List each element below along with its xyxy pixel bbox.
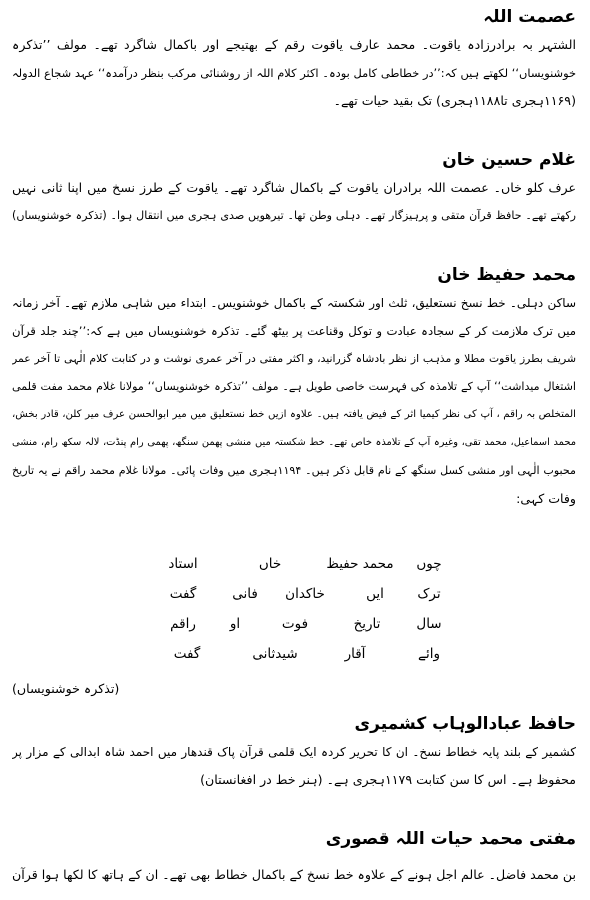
verse-row [160,580,445,608]
verse-word: استاد [168,556,198,572]
entry-title: حافظ عبادالوہاب کشمیری [354,714,576,734]
verse-word: شیدثانی [252,646,298,662]
paragraph-line: المتخلص بہ راقم ، آپ کی نظر کیمیا اثر کے فیض یافتہ ہیں۔ علاوہ ازیں خط نستعلیق میں میر ابوالحسن عرف میر کلن، قادر بخش، [12,409,576,420]
verse-word: وائے [418,646,440,662]
paragraph-line: وفات کہی: [516,491,576,506]
source-citation: (تذکرہ خوشنویساں) [12,681,120,696]
entry-title: مفتی محمد حیات اللہ قصوری [325,829,576,849]
verse-row [160,640,445,668]
paragraph-line: کشمیر کے بلند پایہ خطاط نسخ۔ ان کا تحریر کردہ ایک قلمی قرآن پاک قندھار میں احمد شاہ ابدالی کے مزار پر [12,745,576,759]
verse-row [160,610,445,638]
verse-word: سال [416,616,442,632]
entry-title: غلام حسین خان [442,150,576,170]
paragraph-line: محفوظ ہے۔ اس کا سن کتابت ۱۱۷۹ہجری ہے۔ (ہنر خط در افغانستان) [200,772,576,787]
entry-title: محمد حفیظ خان [437,265,576,285]
paragraph-line: بن محمد فاضل۔ عالم اجل ہونے کے علاوہ خط نسخ کے باکمال خطاط بھی تھے۔ ان کے ہاتھ کا لکھا ہوا قرآن [12,867,576,882]
paragraph-line: شریف بطرز یاقوت مطلا و مذہب از نظر بادشاہ گزرانید، و اکثر مفتی در آخر عمری نوشت و در کتابت کلام الٰہی تا آخر عمر [12,352,576,365]
verse-word: خاکدان [285,586,325,602]
verse-word: فانی [232,586,258,602]
verse-word: فوت [281,616,309,632]
paragraph-line: محمد اسماعیل، محمد تقی، وغیرہ آپ کے تلامذہ خاص تھے۔ خط شکستہ میں منشی پھمن سنگھ، پھمی رام پنڈت، لالہ سکھ رام، منشی [12,437,576,448]
paragraph-line: رکھتے تھے۔ حافظ قرآن متقی و پرہیزگار تھے۔ دہلی وطن تھا۔ تیرھویں صدی ہجری میں انتقال ہوا۔ (تذکرہ خوشنویساں) [12,209,576,222]
paragraph-line: محبوب الٰہی اور منشی کسل سنگھ کے نام قابل ذکر ہیں۔ ۱۱۹۴ہجری میں وفات پائی۔ مولانا غلام محمد راقم نے یہ تاریخ [12,464,576,477]
verse-word: گفت [169,586,197,602]
verse-word: محمد حفیظ [326,556,394,572]
paragraph-line: (۱۱۶۹ہجری تا۱۱۸۸ہجری) تک بقید حیات تھے۔ [333,93,576,108]
paragraph-line: عرف کلو خاں۔ عصمت اللہ برادران یاقوت کے باکمال شاگرد تھے۔ یاقوت کے طرز نسخ میں اپنا ثانی نہیں [12,180,576,195]
paragraph-line: ساکن دہلی۔ خط نسخ نستعلیق، ثلث اور شکستہ کے باکمال خوشنویس۔ ابتداء میں شاہی ملازم تھے۔ آخر زمانہ [12,296,576,310]
verse-word: ترک [417,586,441,602]
verse-row [160,550,445,578]
verse-word: راقم [170,616,196,632]
verse-word: گفت [173,646,201,662]
entry-title: عصمت اللہ [483,7,576,27]
paragraph-line: الشتہر بہ برادرزادہ یاقوت۔ محمد عارف یاقوت رقم کے بھتیجے اور باکمال شاگرد تھے۔ مولف ’’تذکرہ [12,37,576,52]
verse-word: ایں [366,586,384,602]
paragraph-line: خوشنویساں‘‘ لکھتے ہیں کہ:’’در خطاطی کامل بودہ۔ اکثر کلام اللہ از روشنائی مرکب بنظر درآمدہ‘‘ عہد شجاع الدولہ [12,66,576,80]
verse-word: او [229,616,241,632]
verse-word: چوں [416,556,442,572]
paragraph-line: اشتغال میداشت‘‘ آپ کے تلامذہ کی فہرست خاصی طویل ہے۔ مولف ’’تذکرہ خوشنویساں‘‘ مولانا غلام محمد مفت قلمی [12,380,576,393]
verse-word: خاں [258,556,282,572]
verse-word: تاریخ [353,616,381,632]
paragraph-line: میں ترک ملازمت کر کے سجادہ عبادت و توکل وقناعت پر بیٹھ گئے۔ تذکرہ خوشنویساں میں ہے کہ:’’چند جلد قرآن [12,324,576,338]
verse-word: آقار [344,646,366,662]
